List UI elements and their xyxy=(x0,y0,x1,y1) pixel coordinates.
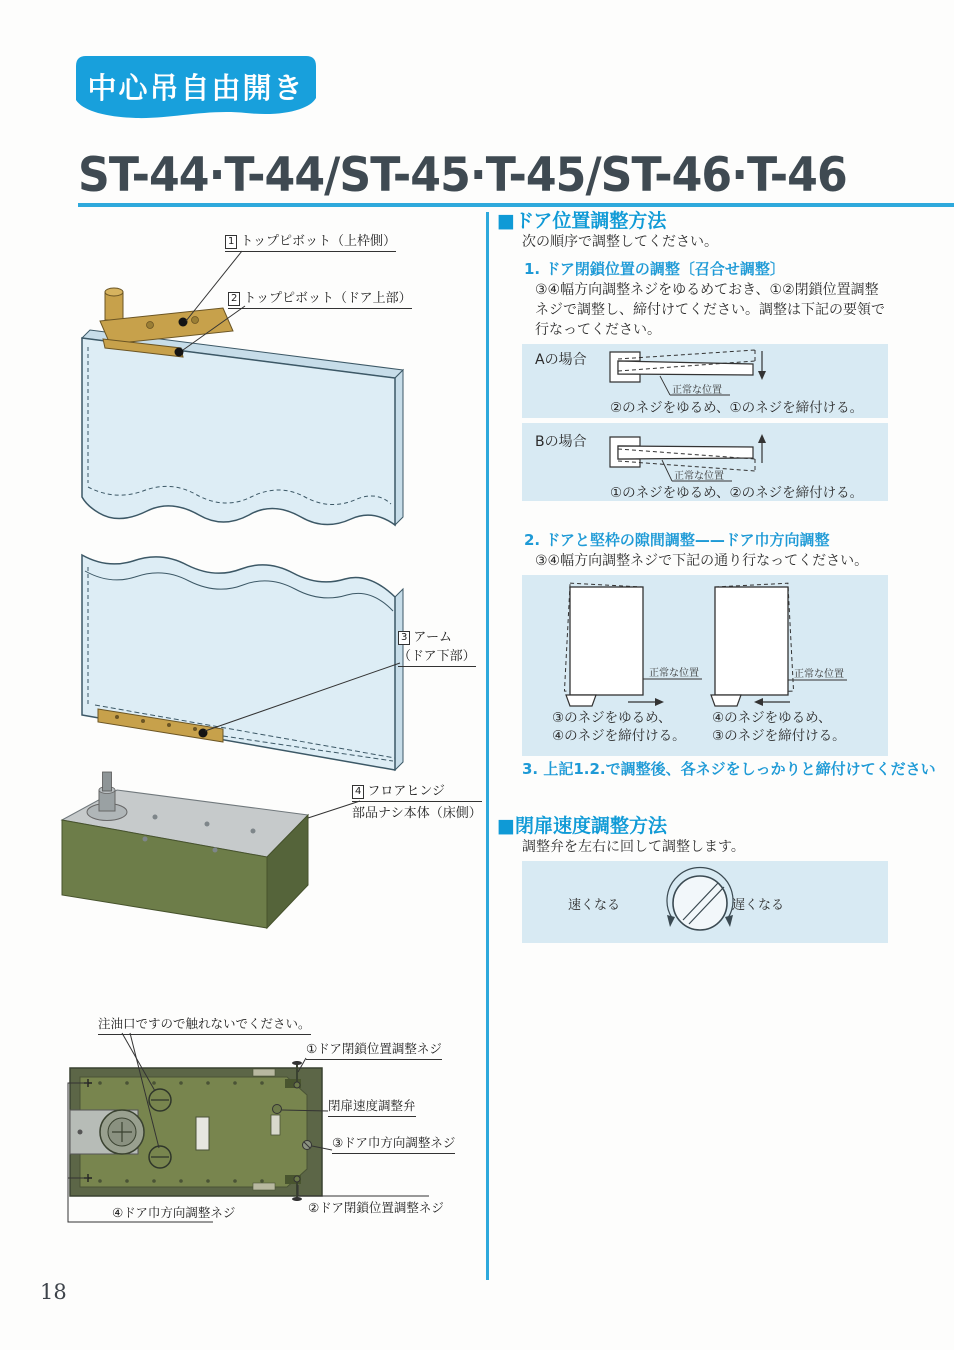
step2-title: 2. ドアと堅枠の隙間調整——ドア巾方向調整 xyxy=(524,531,830,549)
case-a-panel xyxy=(522,344,888,418)
section-heading-closing-speed: ■閉扉速度調整方法 xyxy=(497,815,667,837)
speed-valve-panel xyxy=(522,861,888,943)
oil-port-note: 注油口ですので触れないでください。 xyxy=(98,1014,311,1035)
case-a-label: Aの場合 xyxy=(535,352,587,368)
part-number-4: 4 xyxy=(352,785,364,799)
step2-left-normal-label: 正常な位置 xyxy=(649,668,699,679)
case-a-caption: ②のネジをゆるめ、①のネジを締付ける。 xyxy=(610,400,864,416)
case-b-label: Bの場合 xyxy=(535,434,587,450)
step2-right-caption: ④のネジをゆるめ、 ③のネジを締付ける。 xyxy=(712,710,846,745)
part-number-1: 1 xyxy=(225,235,237,249)
screw2-label: ②ドア閉鎖位置調整ネジ xyxy=(308,1200,444,1215)
part-number-3: 3 xyxy=(398,631,410,645)
part-label-top-pivot-door: 2 トップピボット（ドア上部） xyxy=(228,287,412,309)
badge-label: 中心吊自由開き xyxy=(87,71,305,105)
closing-speed-intro: 調整弁を左右に回して調整します。 xyxy=(522,839,745,855)
step3-title: 3. 上記1.2.で調整後、各ネジをしっかりと締付けてください xyxy=(522,760,936,778)
step2-panel xyxy=(522,575,888,756)
valve-label: 閉扉速度調整弁 xyxy=(328,1096,416,1117)
step1-title: 1. ドア閉鎖位置の調整〔召合せ調整〕 xyxy=(524,260,785,278)
door-position-intro: 次の順序で調整してください。 xyxy=(522,234,718,250)
part-number-2: 2 xyxy=(228,292,240,306)
screw3-label: ③ドア巾方向調整ネジ xyxy=(332,1133,455,1154)
part-label-floor-hinge: 4 フロアヒンジ 部品ナシ本体（床側） xyxy=(352,780,482,821)
case-b-normal-label: 正常な位置 xyxy=(674,471,724,482)
step2-right-normal-label: 正常な位置 xyxy=(794,669,844,680)
case-b-caption: ①のネジをゆるめ、②のネジを締付ける。 xyxy=(610,485,864,501)
door-exploded-illustration xyxy=(55,225,490,990)
step2-left-caption: ③のネジをゆるめ、 ④のネジを締付ける。 xyxy=(552,710,686,745)
case-a-normal-label: 正常な位置 xyxy=(672,385,722,396)
category-badge xyxy=(76,56,316,122)
part-label-arm: 3 アーム （ドア下部） xyxy=(398,626,476,667)
section-heading-door-position: ■ドア位置調整方法 xyxy=(497,210,667,232)
valve-faster-label: 速くなる xyxy=(567,898,620,913)
page-title: ST-44·T-44/ST-45·T-45/ST-46·T-46 xyxy=(78,148,847,203)
page-number: 18 xyxy=(40,1280,67,1304)
step1-body: ③④幅方向調整ネジをゆるめておき、①②閉鎖位置調整ネジで調整し、締付けてください。調整は下記の要領で行なってください。 xyxy=(535,282,885,338)
screw1-label: ①ドア閉鎖位置調整ネジ xyxy=(306,1039,442,1060)
part-label-top-pivot-frame: 1 トップピボット（上枠側） xyxy=(225,230,396,252)
screw4-label: ④ドア巾方向調整ネジ xyxy=(112,1205,236,1220)
case-b-panel xyxy=(522,423,888,501)
step2-body: ③④幅方向調整ネジで下記の通り行なってください。 xyxy=(535,553,869,569)
valve-slower-label: 遅くなる xyxy=(732,898,785,913)
